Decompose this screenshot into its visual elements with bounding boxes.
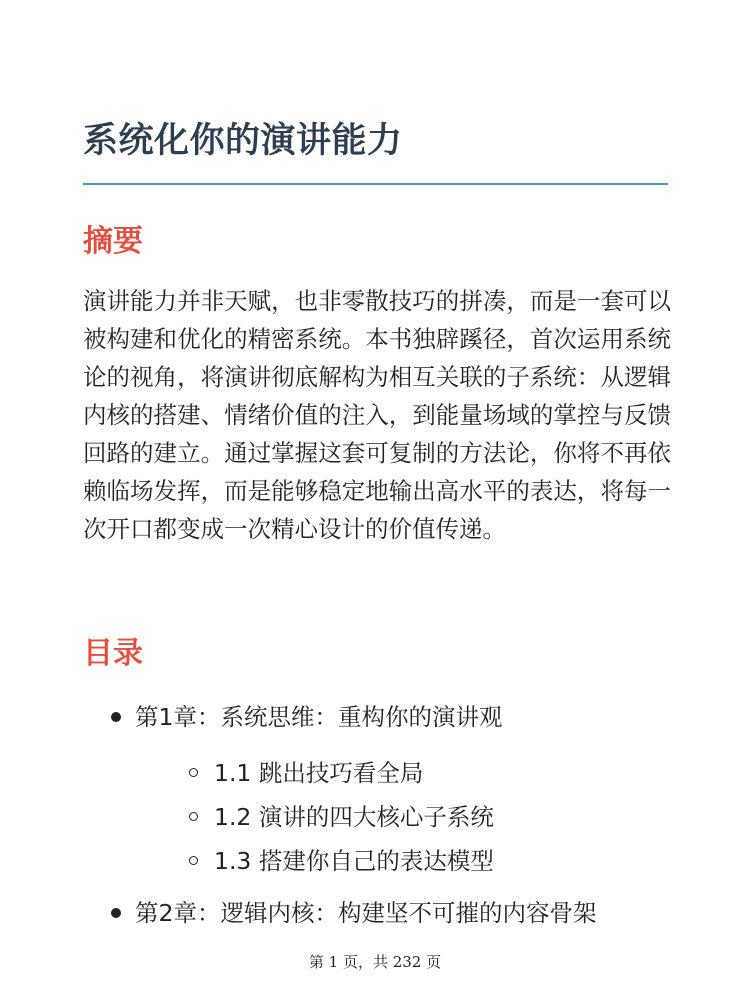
filled-bullet-icon <box>111 712 121 722</box>
abstract-heading: 摘要 <box>83 224 143 259</box>
hollow-bullet-icon <box>189 768 198 777</box>
toc-section-label: 1.1 跳出技巧看全局 <box>214 759 424 787</box>
toc-section-1-3[interactable] <box>189 842 690 880</box>
toc-section-label: 1.3 搭建你自己的表达模型 <box>214 847 494 875</box>
hollow-bullet-icon <box>189 856 198 865</box>
toc-chapter-2[interactable] <box>110 894 690 932</box>
hollow-bullet-icon <box>189 812 198 821</box>
toc-chapter-label: 第1章：系统思维：重构你的演讲观 <box>135 703 503 731</box>
toc-chapter-label: 第2章：逻辑内核：构建坚不可摧的内容骨架 <box>135 899 597 927</box>
document-title: 系统化你的演讲能力 <box>83 121 403 161</box>
toc-section-list <box>189 754 690 880</box>
toc-section-1-1[interactable] <box>189 754 690 792</box>
table-of-contents <box>110 698 690 932</box>
toc-chapter-1[interactable] <box>110 698 690 880</box>
toc-heading: 目录 <box>83 636 143 671</box>
title-divider <box>83 183 668 185</box>
toc-section-1-2[interactable] <box>189 798 690 836</box>
abstract-text: 演讲能力并非天赋，也非零散技巧的拼凑，而是一套可以被构建和优化的精密系统。本书独辟蹊径，首次运用系统论的视角，将演讲彻底解构为相互关联的子系统：从逻辑内核的搭建、情绪价值的注入，到能量场域的掌控与反馈回路的建立。通过掌握这套可复制的方法论，你将不再依赖临场发挥，而是能够稳定地输出高水平的表达，将每一次开口都变成一次精心设计的价值传递。 <box>83 287 671 543</box>
toc-section-label: 1.2 演讲的四大核心子系统 <box>214 803 494 831</box>
page-number: 第 1 页，共 232 页 <box>308 953 442 971</box>
filled-bullet-icon <box>111 908 121 918</box>
